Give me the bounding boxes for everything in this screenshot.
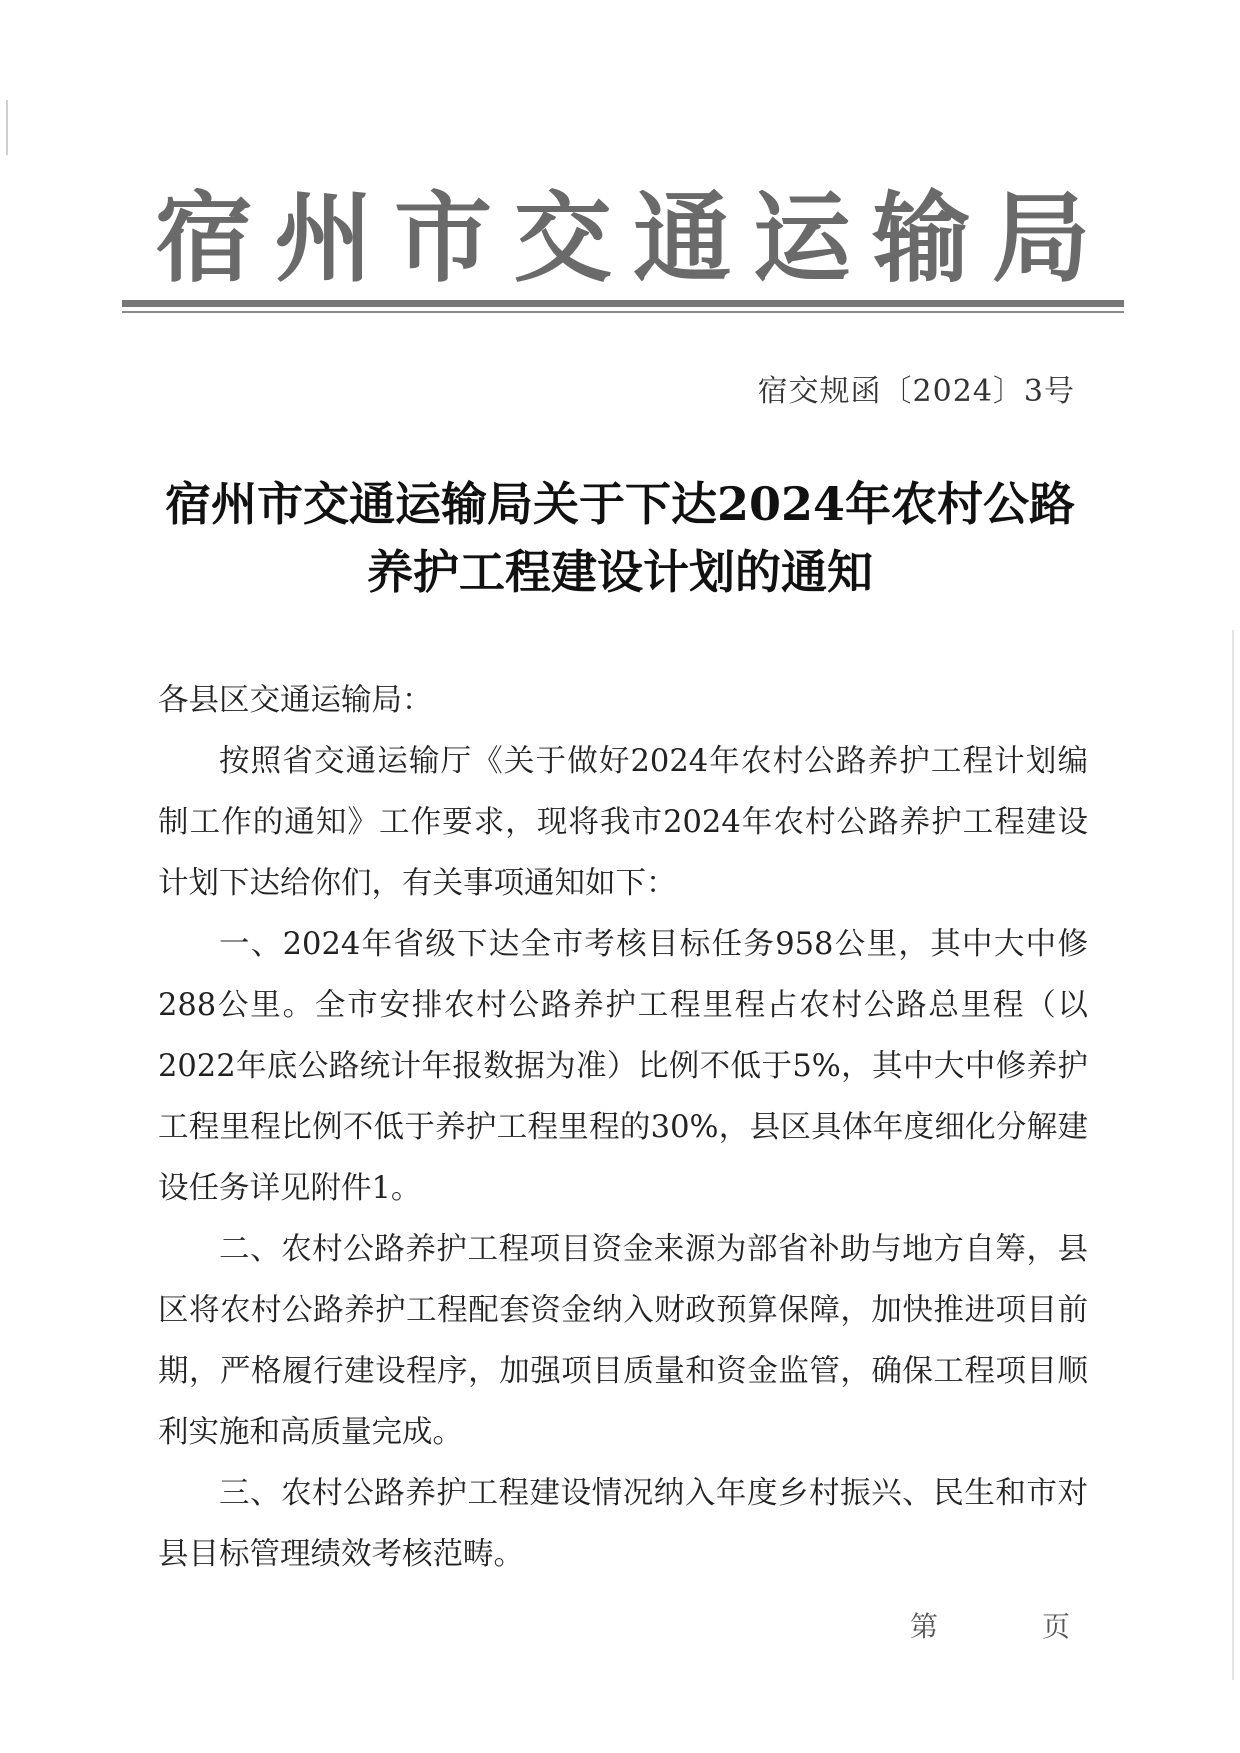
document-body <box>158 670 1088 1585</box>
letterhead-char: 交 <box>513 181 612 296</box>
title-line: 宿州市交通运输局关于下达2024年农村公路 <box>164 477 1076 531</box>
letterhead-char: 局 <box>991 181 1090 296</box>
salutation: 各县区交通运输局： <box>158 683 433 718</box>
letterhead-rule-thick <box>122 300 1124 307</box>
scan-edge-mark <box>6 100 8 155</box>
document-number: 宿交规函〔2024〕3号 <box>757 374 1075 409</box>
page-footer <box>910 1605 1070 1645</box>
footer-right: 页 <box>1041 1610 1070 1643</box>
footer-left: 第 <box>910 1610 939 1643</box>
scan-edge-mark <box>1232 630 1234 1680</box>
letterhead <box>155 181 1090 296</box>
letterhead-char: 输 <box>872 181 971 296</box>
body-paragraph: 三、农村公路养护工程建设情况纳入年度乡村振兴、民生和市对县目标管理绩效考核范畴。 <box>158 1476 1088 1572</box>
body-paragraph: 一、2024年省级下达全市考核目标任务958公里，其中大中修288公里。全市安排农村公路养护工程里程占农村公路总里程（以2022年底公路统计年报数据为准）比例不低于5%，其中大中修养护工程里程比例不低于养护工程里程的30%，县区具体年度细化分解建设任务详见附件1。 <box>158 927 1088 1206</box>
document-title <box>150 470 1090 606</box>
letterhead-char: 通 <box>633 181 732 296</box>
letterhead-char: 市 <box>394 181 493 296</box>
letterhead-rule-thin <box>122 311 1124 313</box>
body-paragraph: 按照省交通运输厅《关于做好2024年农村公路养护工程计划编制工作的通知》工作要求，现将我市2024年农村公路养护工程建设计划下达给你们，有关事项通知如下： <box>158 744 1088 901</box>
body-paragraph: 二、农村公路养护工程项目资金来源为部省补助与地方自筹，县区将农村公路养护工程配套资金纳入财政预算保障，加快推进项目前期，严格履行建设程序，加强项目质量和资金监管，确保工程项目顺利实施和高质量完成。 <box>158 1232 1088 1450</box>
letterhead-char: 宿 <box>155 181 254 296</box>
letterhead-char: 州 <box>274 181 373 296</box>
letterhead-char: 运 <box>752 181 851 296</box>
title-line: 养护工程建设计划的通知 <box>367 545 873 599</box>
